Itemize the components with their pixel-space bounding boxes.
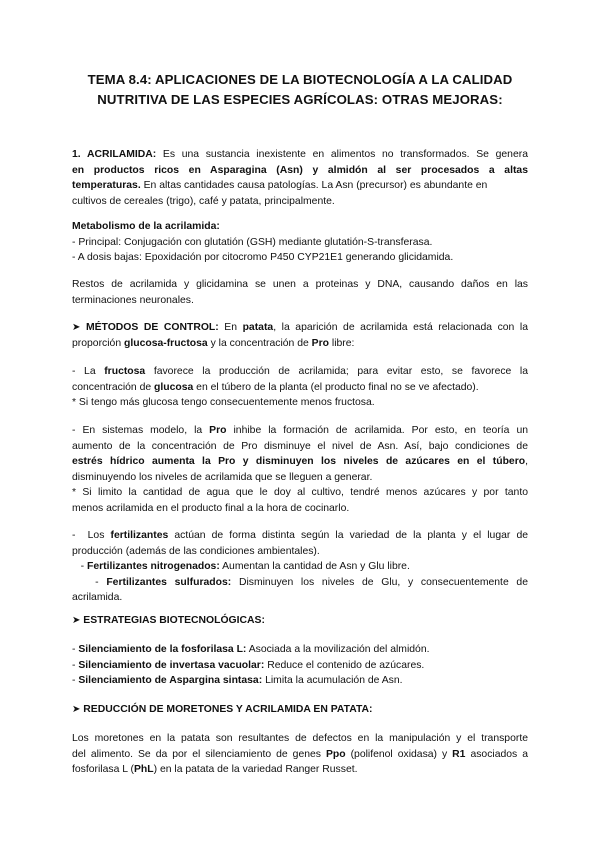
section-heading: 1. ACRILAMIDA:	[72, 149, 157, 160]
paragraph-line: en productos ricos en Asparagina (Asn) y almidón al ser procesados a altas	[72, 164, 528, 176]
section-acrilamida	[72, 147, 528, 209]
list-item: - Silenciamiento de Aspargina sintasa: Limita la acumulación de Asn.	[72, 675, 403, 687]
paragraph-line: terminaciones neuronales.	[72, 294, 194, 306]
paragraph-line: concentración de glucosa en el túbero de la planta (el producto final no se ve afectado).	[72, 381, 479, 393]
paragraph-line: - En sistemas modelo, la Pro inhibe la formación de acrilamida. Por esto, en teoría un	[72, 425, 528, 436]
paragraph-line: fosforilasa L (PhL) en la patata de la variedad Ranger Russet.	[72, 764, 358, 776]
paragraph-line: - La fructosa favorece la producción de acrilamida; para evitar esto, se favorece la	[72, 366, 529, 377]
paragraph-line: acrilamida.	[72, 592, 123, 604]
paragraph-moretones	[72, 731, 528, 778]
paragraph-line: estrés hídrico aumenta la Pro y disminuyen los niveles de azúcares en el túbero,	[72, 456, 528, 468]
paragraph-line: Los moretones en la patata son resultantes de defectos en la manipulación y el transporte	[72, 733, 528, 744]
list-item: - Silenciamiento de la fosforilasa L: Asociada a la movilización del almidón.	[72, 644, 430, 655]
paragraph-line: disminuyendo los niveles de acrilamida que se lleguen a generar.	[72, 471, 373, 483]
section-metabolismo	[72, 219, 528, 266]
arrow-icon: ➤	[72, 322, 81, 333]
paragraph-line: ➤ MÉTODOS DE CONTROL: En patata, la aparición de acrilamida está relacionada con la	[72, 322, 528, 333]
list-item: - A dosis bajas: Epoxidación por citocromo P450 CYP21E1 generando glicidamida.	[72, 252, 454, 264]
paragraph-line: producción (además de las condiciones ambientales).	[72, 545, 320, 557]
arrow-icon: ➤	[72, 615, 81, 626]
title-line-2: NUTRITIVA DE LAS ESPECIES AGRÍCOLAS: OTRAS MEJORAS:	[97, 92, 503, 107]
strategies-list	[72, 642, 528, 689]
section-estrategias	[72, 613, 528, 629]
list-item: - Silenciamiento de invertasa vacuolar: Reduce el contenido de azúcares.	[72, 659, 425, 671]
subsection-heading: Metabolismo de la acrilamida:	[72, 221, 220, 232]
title-line-1: TEMA 8.4: APLICACIONES DE LA BIOTECNOLOGÍA A LA CALIDAD	[87, 72, 513, 87]
arrow-icon: ➤	[72, 704, 81, 715]
list-item: - Principal: Conjugación con glutatión (GSH) mediante glutatión-S-transferasa.	[72, 236, 433, 248]
paragraph-restos	[72, 277, 528, 308]
paragraph-line: proporción glucosa-fructosa y la concentración de Pro libre:	[72, 337, 355, 349]
section-metodos-control	[72, 320, 528, 351]
note-line: * Si tengo más glucosa tengo consecuentemente menos fructosa.	[72, 397, 375, 409]
list-item: - Fertilizantes sulfurados: Disminuyen los niveles de Glu, y consecuentemente de	[72, 576, 528, 588]
paragraph-fertilizantes	[72, 528, 528, 606]
paragraph-fructosa	[72, 364, 528, 411]
paragraph-line: - Los fertilizantes actúan de forma distinta según la variedad de la planta y el lugar de	[72, 530, 529, 541]
section-heading: ➤ ESTRATEGIAS BIOTECNOLÓGICAS:	[72, 615, 265, 626]
page-title	[40, 70, 560, 110]
note-line: * Si limito la cantidad de agua que le doy al cultivo, tendré menos azúcares y por tanto	[72, 487, 528, 499]
list-item: - Fertilizantes nitrogenados: Aumentan la cantidad de Asn y Glu libre.	[72, 561, 410, 573]
paragraph-line: temperaturas. En altas cantidades causa patologías. La Asn (precursor) es abundante en	[72, 180, 488, 192]
paragraph-line: Restos de acrilamida y glicidamina se unen a proteinas y DNA, causando daños en las	[72, 279, 528, 290]
section-heading: ➤ REDUCCIÓN DE MORETONES Y ACRILAMIDA EN PATATA:	[72, 704, 373, 715]
paragraph-line: cultivos de cereales (trigo), café y patata, principalmente.	[72, 195, 335, 207]
paragraph-line: 1. ACRILAMIDA: Es una sustancia inexistente en alimentos no transformados. Se genera	[72, 149, 528, 160]
note-line: menos acrilamida en el producto final a la hora de cocinarlo.	[72, 502, 350, 514]
paragraph-line: aumento de la concentración de Pro disminuye el nivel de Asn. Así, bajo condiciones de	[72, 440, 528, 452]
section-heading: MÉTODOS DE CONTROL:	[85, 322, 219, 333]
paragraph-pro	[72, 423, 528, 517]
section-moretones	[72, 702, 528, 718]
paragraph-line: del alimento. Se da por el silenciamiento de genes Ppo (polifenol oxidasa) y R1 asociados a	[72, 748, 529, 760]
